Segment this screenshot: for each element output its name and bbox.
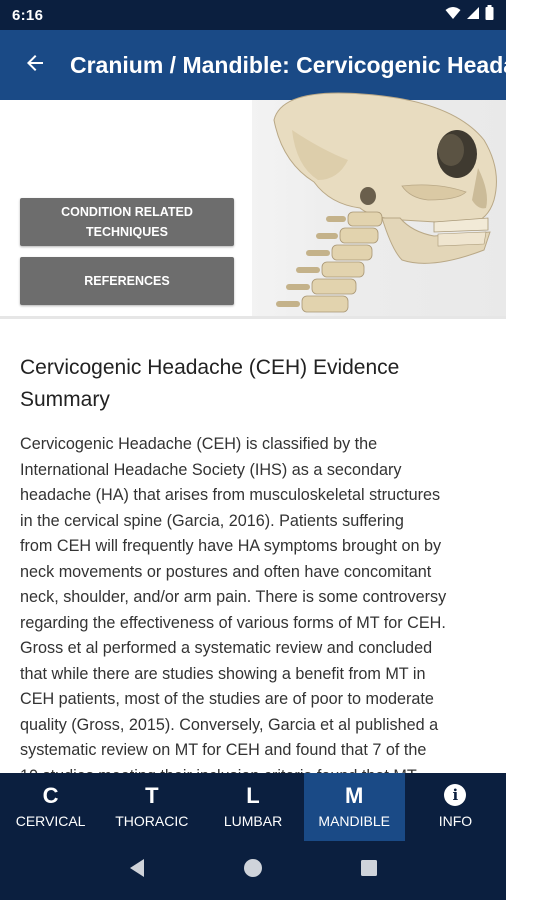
signal-icon <box>466 6 480 25</box>
app-bar <box>0 30 556 100</box>
page-title: Cranium / Mandible: Cervicogenic Headache <box>70 51 556 78</box>
nav-tab-info[interactable] <box>405 773 506 841</box>
status-bar <box>0 0 506 30</box>
back-triangle-icon[interactable] <box>128 858 146 883</box>
recents-square-icon[interactable] <box>360 859 378 882</box>
nav-tab-lumbar[interactable] <box>202 773 303 841</box>
info-icon: i <box>444 784 466 806</box>
techniques-button-label: CONDITION RELATED TECHNIQUES <box>61 205 193 239</box>
system-nav-bar <box>0 841 506 900</box>
nav-label-mandible: MANDIBLE <box>318 813 390 829</box>
nav-letter-c: C <box>42 783 59 808</box>
battery-icon <box>485 5 494 25</box>
status-time: 6:16 <box>12 6 44 24</box>
evidence-summary-body: Cervicogenic Headache (CEH) is classified by the International Headache Society (IHS) as a secondary headache (HA) that arises from musculoskeletal structures in the cervical spine (Garcia, 2016). Patients suffering from CEH will frequently have HA symptoms brought on by neck movements or postures and often have concomitant neck, shoulder, and/or arm pain. There is some controversy regarding the effectiveness of various forms of MT for CEH. Gross et al performed a systematic review and concluded that while there are studies showing a benefit from MT in CEH patients, most of the studies are of poor to moderate quality (Gross, 2015). Conversely, Garcia et al published a systematic review on MT for CEH and found that 7 of the <box>20 435 447 759</box>
divider <box>0 316 506 319</box>
wifi-icon <box>445 6 461 25</box>
nav-label-info: INFO <box>438 813 473 829</box>
condition-related-techniques-button[interactable] <box>20 198 234 246</box>
status-icons <box>445 5 494 25</box>
nav-label-thoracic: THORACIC <box>115 813 189 829</box>
nav-label-lumbar: LUMBAR <box>223 813 283 829</box>
references-button[interactable]: REFERENCES <box>20 257 234 305</box>
evidence-summary-heading: Cervicogenic Headache (CEH) Evidence Summary <box>20 356 400 411</box>
evidence-summary <box>20 352 486 772</box>
hero-section <box>0 100 506 318</box>
home-circle-icon[interactable] <box>243 858 263 883</box>
nav-label-cervical: CERVICAL <box>15 813 86 829</box>
nav-tab-thoracic[interactable] <box>101 773 202 841</box>
back-button[interactable] <box>0 30 70 100</box>
bottom-nav <box>0 773 506 841</box>
nav-tab-mandible[interactable] <box>304 773 405 841</box>
nav-letter-m: M <box>345 783 364 808</box>
arrow-left-icon <box>23 51 47 80</box>
skull-cervical-spine-image <box>252 100 506 318</box>
nav-letter-t: T <box>145 783 159 808</box>
nav-tab-cervical[interactable] <box>0 773 101 841</box>
nav-letter-l: L <box>246 783 260 808</box>
